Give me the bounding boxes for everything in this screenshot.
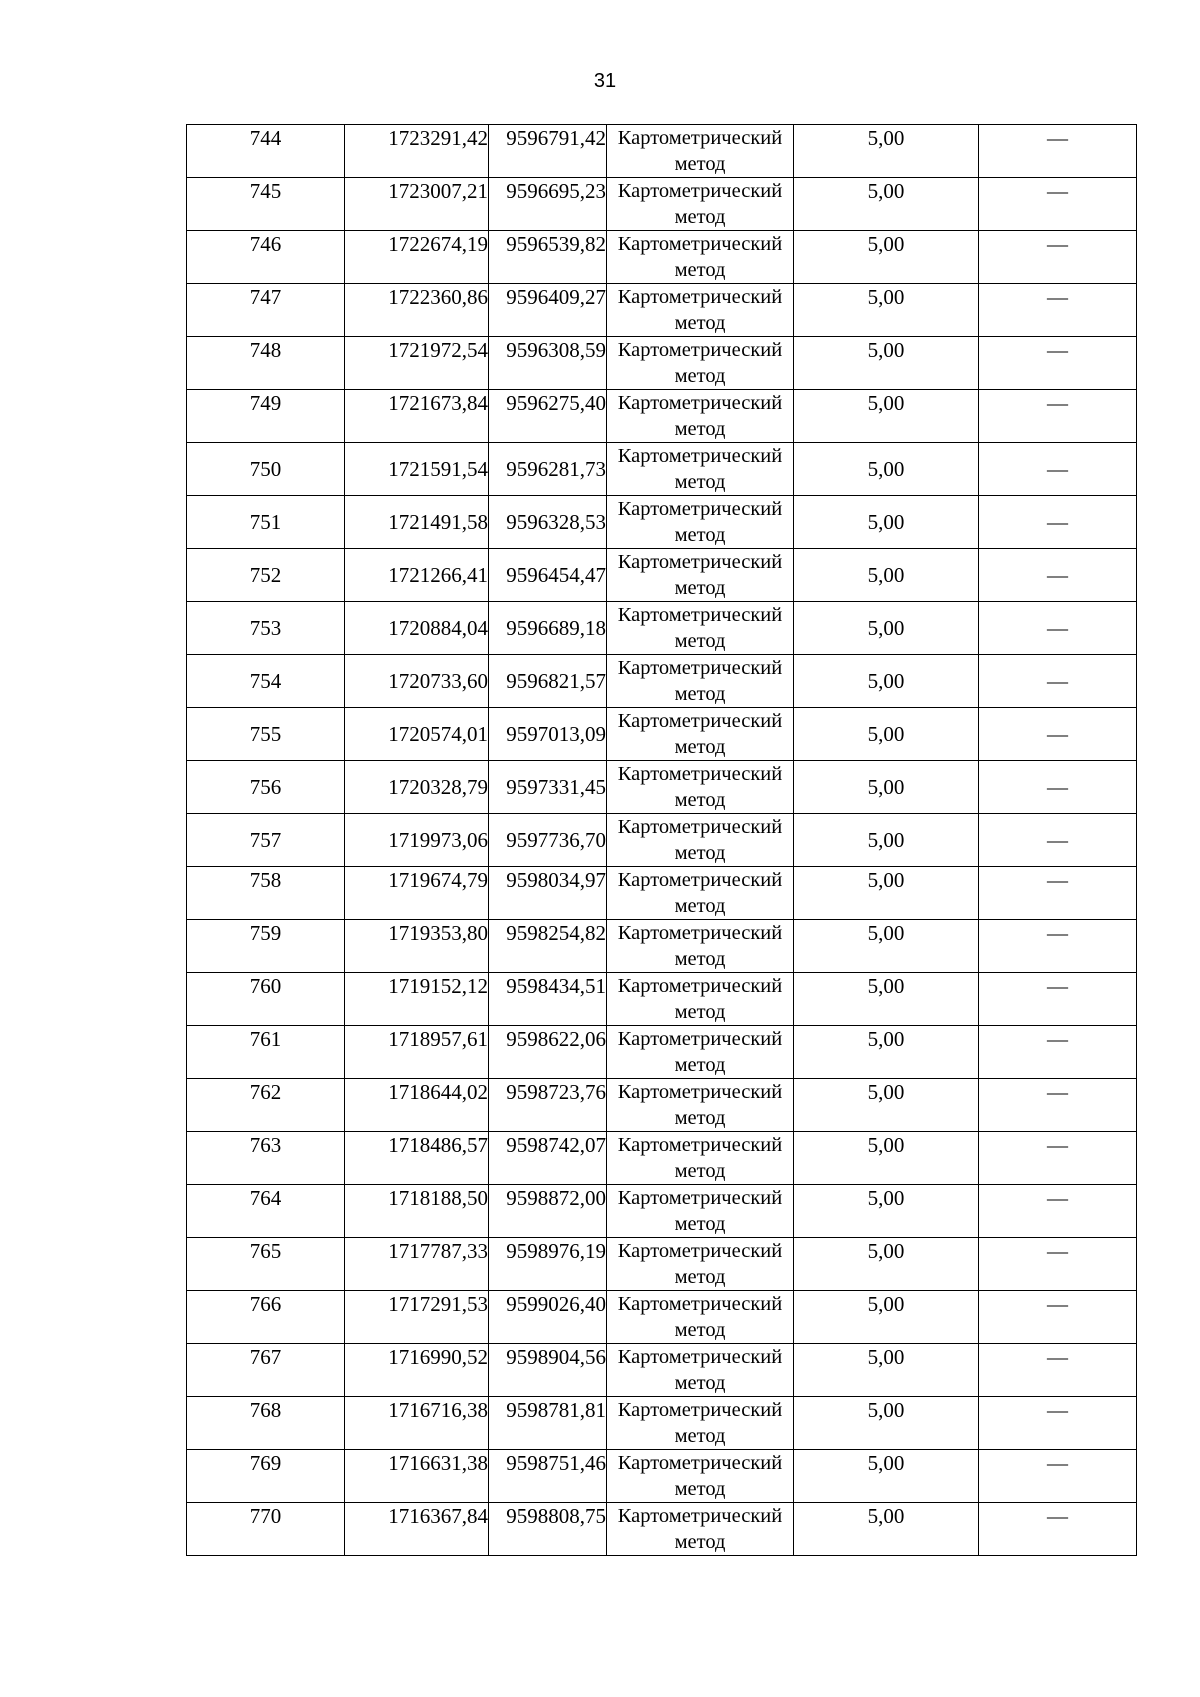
- coordinate-y-cell: 9598034,97: [489, 867, 607, 920]
- point-number-cell: 757: [187, 814, 345, 867]
- coordinate-x-cell: 1718486,57: [345, 1132, 489, 1185]
- method-cell: Картометрический метод: [607, 867, 794, 920]
- description-cell: —: [979, 284, 1137, 337]
- table-row: [187, 443, 1137, 496]
- coordinate-x-cell: 1722360,86: [345, 284, 489, 337]
- accuracy-cell: 5,00: [794, 390, 979, 443]
- method-cell: Картометрический метод: [607, 973, 794, 1026]
- method-cell: Картометрический метод: [607, 125, 794, 178]
- point-number-cell: 746: [187, 231, 345, 284]
- method-cell: Картометрический метод: [607, 231, 794, 284]
- point-number-cell: 766: [187, 1291, 345, 1344]
- coordinate-y-cell: 9596821,57: [489, 655, 607, 708]
- coordinate-x-cell: 1718644,02: [345, 1079, 489, 1132]
- table-row: [187, 337, 1137, 390]
- description-cell: —: [979, 761, 1137, 814]
- coordinate-x-cell: 1716716,38: [345, 1397, 489, 1450]
- table-row: [187, 549, 1137, 602]
- method-cell: Картометрический метод: [607, 496, 794, 549]
- method-cell: Картометрический метод: [607, 1450, 794, 1503]
- method-cell: Картометрический метод: [607, 1079, 794, 1132]
- description-cell: —: [979, 1079, 1137, 1132]
- table-row: [187, 1132, 1137, 1185]
- accuracy-cell: 5,00: [794, 1026, 979, 1079]
- coordinate-y-cell: 9596539,82: [489, 231, 607, 284]
- point-number-cell: 768: [187, 1397, 345, 1450]
- accuracy-cell: 5,00: [794, 443, 979, 496]
- coordinate-y-cell: 9596791,42: [489, 125, 607, 178]
- point-number-cell: 763: [187, 1132, 345, 1185]
- table-row: [187, 1079, 1137, 1132]
- description-cell: —: [979, 1291, 1137, 1344]
- method-cell: Картометрический метод: [607, 1238, 794, 1291]
- point-number-cell: 762: [187, 1079, 345, 1132]
- accuracy-cell: 5,00: [794, 284, 979, 337]
- coordinate-y-cell: 9596328,53: [489, 496, 607, 549]
- coordinate-y-cell: 9597013,09: [489, 708, 607, 761]
- method-cell: Картометрический метод: [607, 443, 794, 496]
- coordinate-y-cell: 9599026,40: [489, 1291, 607, 1344]
- point-number-cell: 761: [187, 1026, 345, 1079]
- method-cell: Картометрический метод: [607, 655, 794, 708]
- description-cell: —: [979, 708, 1137, 761]
- accuracy-cell: 5,00: [794, 231, 979, 284]
- method-cell: Картометрический метод: [607, 920, 794, 973]
- point-number-cell: 754: [187, 655, 345, 708]
- coordinate-x-cell: 1719152,12: [345, 973, 489, 1026]
- table-row: [187, 390, 1137, 443]
- coordinate-y-cell: 9597331,45: [489, 761, 607, 814]
- description-cell: —: [979, 1397, 1137, 1450]
- table-row: [187, 1238, 1137, 1291]
- method-cell: Картометрический метод: [607, 708, 794, 761]
- coordinate-x-cell: 1717787,33: [345, 1238, 489, 1291]
- table-row: [187, 761, 1137, 814]
- description-cell: —: [979, 602, 1137, 655]
- accuracy-cell: 5,00: [794, 549, 979, 602]
- coordinate-y-cell: 9598808,75: [489, 1503, 607, 1556]
- point-number-cell: 770: [187, 1503, 345, 1556]
- table-row: [187, 1503, 1137, 1556]
- point-number-cell: 769: [187, 1450, 345, 1503]
- coordinate-y-cell: 9596308,59: [489, 337, 607, 390]
- description-cell: —: [979, 1238, 1137, 1291]
- method-cell: Картометрический метод: [607, 814, 794, 867]
- table-row: [187, 1185, 1137, 1238]
- point-number-cell: 747: [187, 284, 345, 337]
- table-row: [187, 1291, 1137, 1344]
- coordinate-y-cell: 9598872,00: [489, 1185, 607, 1238]
- point-number-cell: 755: [187, 708, 345, 761]
- coordinate-y-cell: 9598781,81: [489, 1397, 607, 1450]
- table-row: [187, 920, 1137, 973]
- coordinate-x-cell: 1716631,38: [345, 1450, 489, 1503]
- accuracy-cell: 5,00: [794, 761, 979, 814]
- coordinate-x-cell: 1719973,06: [345, 814, 489, 867]
- description-cell: —: [979, 443, 1137, 496]
- accuracy-cell: 5,00: [794, 814, 979, 867]
- table-row: [187, 708, 1137, 761]
- description-cell: —: [979, 231, 1137, 284]
- accuracy-cell: 5,00: [794, 1291, 979, 1344]
- point-number-cell: 748: [187, 337, 345, 390]
- coordinate-x-cell: 1716367,84: [345, 1503, 489, 1556]
- accuracy-cell: 5,00: [794, 178, 979, 231]
- coordinate-y-cell: 9598751,46: [489, 1450, 607, 1503]
- table-row: [187, 231, 1137, 284]
- accuracy-cell: 5,00: [794, 337, 979, 390]
- accuracy-cell: 5,00: [794, 602, 979, 655]
- coordinate-y-cell: 9596454,47: [489, 549, 607, 602]
- coordinate-x-cell: 1718188,50: [345, 1185, 489, 1238]
- coordinate-x-cell: 1723007,21: [345, 178, 489, 231]
- coordinate-y-cell: 9598742,07: [489, 1132, 607, 1185]
- accuracy-cell: 5,00: [794, 1450, 979, 1503]
- point-number-cell: 760: [187, 973, 345, 1026]
- description-cell: —: [979, 1185, 1137, 1238]
- point-number-cell: 765: [187, 1238, 345, 1291]
- coordinate-y-cell: 9596281,73: [489, 443, 607, 496]
- description-cell: —: [979, 178, 1137, 231]
- table-row: [187, 1344, 1137, 1397]
- method-cell: Картометрический метод: [607, 390, 794, 443]
- point-number-cell: 752: [187, 549, 345, 602]
- coordinate-y-cell: 9596275,40: [489, 390, 607, 443]
- coordinate-y-cell: 9598434,51: [489, 973, 607, 1026]
- description-cell: —: [979, 390, 1137, 443]
- point-number-cell: 749: [187, 390, 345, 443]
- accuracy-cell: 5,00: [794, 1132, 979, 1185]
- description-cell: —: [979, 1450, 1137, 1503]
- coordinate-x-cell: 1723291,42: [345, 125, 489, 178]
- accuracy-cell: 5,00: [794, 1397, 979, 1450]
- coordinate-x-cell: 1720328,79: [345, 761, 489, 814]
- table-row: [187, 1397, 1137, 1450]
- coordinate-y-cell: 9596695,23: [489, 178, 607, 231]
- accuracy-cell: 5,00: [794, 1238, 979, 1291]
- accuracy-cell: 5,00: [794, 1185, 979, 1238]
- coordinate-y-cell: 9597736,70: [489, 814, 607, 867]
- description-cell: —: [979, 920, 1137, 973]
- description-cell: —: [979, 125, 1137, 178]
- table-row: [187, 496, 1137, 549]
- coordinate-y-cell: 9598976,19: [489, 1238, 607, 1291]
- point-number-cell: 744: [187, 125, 345, 178]
- method-cell: Картометрический метод: [607, 284, 794, 337]
- coordinate-x-cell: 1717291,53: [345, 1291, 489, 1344]
- coordinate-y-cell: 9598622,06: [489, 1026, 607, 1079]
- accuracy-cell: 5,00: [794, 125, 979, 178]
- description-cell: —: [979, 1026, 1137, 1079]
- description-cell: —: [979, 867, 1137, 920]
- coordinate-x-cell: 1721673,84: [345, 390, 489, 443]
- accuracy-cell: 5,00: [794, 1079, 979, 1132]
- method-cell: Картометрический метод: [607, 1026, 794, 1079]
- table-row: [187, 973, 1137, 1026]
- point-number-cell: 750: [187, 443, 345, 496]
- description-cell: —: [979, 496, 1137, 549]
- point-number-cell: 767: [187, 1344, 345, 1397]
- coordinate-x-cell: 1720884,04: [345, 602, 489, 655]
- point-number-cell: 764: [187, 1185, 345, 1238]
- coordinate-y-cell: 9598254,82: [489, 920, 607, 973]
- page-number-text: 31: [593, 70, 617, 92]
- table-row: [187, 814, 1137, 867]
- method-cell: Картометрический метод: [607, 337, 794, 390]
- coordinate-x-cell: 1721972,54: [345, 337, 489, 390]
- description-cell: —: [979, 1132, 1137, 1185]
- coordinate-x-cell: 1720574,01: [345, 708, 489, 761]
- coordinates-table: [186, 124, 1137, 1556]
- method-cell: Картометрический метод: [607, 549, 794, 602]
- coordinates-table-body: [187, 125, 1137, 1556]
- accuracy-cell: 5,00: [794, 1344, 979, 1397]
- description-cell: —: [979, 337, 1137, 390]
- accuracy-cell: 5,00: [794, 973, 979, 1026]
- table-row: [187, 284, 1137, 337]
- description-cell: —: [979, 549, 1137, 602]
- coordinate-y-cell: 9596689,18: [489, 602, 607, 655]
- method-cell: Картометрический метод: [607, 1185, 794, 1238]
- coordinate-x-cell: 1721591,54: [345, 443, 489, 496]
- table-row: [187, 602, 1137, 655]
- coordinate-y-cell: 9598904,56: [489, 1344, 607, 1397]
- table-row: [187, 178, 1137, 231]
- point-number-cell: 756: [187, 761, 345, 814]
- accuracy-cell: 5,00: [794, 496, 979, 549]
- coordinate-y-cell: 9596409,27: [489, 284, 607, 337]
- method-cell: Картометрический метод: [607, 602, 794, 655]
- table-row: [187, 1450, 1137, 1503]
- table-row: [187, 655, 1137, 708]
- description-cell: —: [979, 814, 1137, 867]
- accuracy-cell: 5,00: [794, 867, 979, 920]
- point-number-cell: 751: [187, 496, 345, 549]
- description-cell: —: [979, 655, 1137, 708]
- accuracy-cell: 5,00: [794, 655, 979, 708]
- table-row: [187, 125, 1137, 178]
- description-cell: —: [979, 1344, 1137, 1397]
- method-cell: Картометрический метод: [607, 1291, 794, 1344]
- coordinate-x-cell: 1719353,80: [345, 920, 489, 973]
- method-cell: Картометрический метод: [607, 1132, 794, 1185]
- accuracy-cell: 5,00: [794, 1503, 979, 1556]
- point-number-cell: 758: [187, 867, 345, 920]
- coordinate-x-cell: 1721266,41: [345, 549, 489, 602]
- coordinate-x-cell: 1721491,58: [345, 496, 489, 549]
- description-cell: —: [979, 1503, 1137, 1556]
- table-row: [187, 1026, 1137, 1079]
- method-cell: Картометрический метод: [607, 761, 794, 814]
- point-number-cell: 759: [187, 920, 345, 973]
- accuracy-cell: 5,00: [794, 708, 979, 761]
- method-cell: Картометрический метод: [607, 178, 794, 231]
- coordinate-x-cell: 1718957,61: [345, 1026, 489, 1079]
- table-row: [187, 867, 1137, 920]
- description-cell: —: [979, 973, 1137, 1026]
- coordinate-x-cell: 1716990,52: [345, 1344, 489, 1397]
- accuracy-cell: 5,00: [794, 920, 979, 973]
- method-cell: Картометрический метод: [607, 1344, 794, 1397]
- point-number-cell: 745: [187, 178, 345, 231]
- coordinate-x-cell: 1722674,19: [345, 231, 489, 284]
- method-cell: Картометрический метод: [607, 1503, 794, 1556]
- point-number-cell: 753: [187, 602, 345, 655]
- page-number: [0, 70, 1200, 93]
- coordinate-y-cell: 9598723,76: [489, 1079, 607, 1132]
- coordinate-x-cell: 1720733,60: [345, 655, 489, 708]
- method-cell: Картометрический метод: [607, 1397, 794, 1450]
- coordinate-x-cell: 1719674,79: [345, 867, 489, 920]
